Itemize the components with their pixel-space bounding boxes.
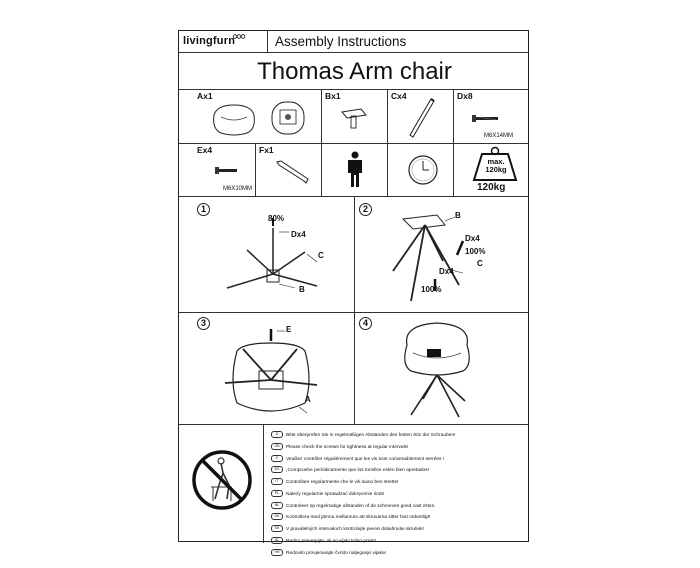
warning-text: Controleer op regelmatige afstanden of de schroeven goed vast zitten. — [286, 503, 436, 509]
divider — [179, 143, 528, 144]
bolt-size-label: M6X14MM — [484, 133, 514, 139]
seat-underside-icon — [269, 99, 309, 139]
bolt-d-icon — [472, 114, 500, 124]
language-code-badge: HR — [271, 549, 283, 556]
step-callout: E — [286, 325, 292, 334]
language-code-badge: F — [271, 455, 283, 462]
warning-text: Please check the screws for tightness at regular intervals! — [286, 444, 409, 450]
language-code-badge: SK — [271, 525, 283, 532]
language-code-badge: IT — [271, 478, 283, 485]
warning-line — [271, 443, 455, 451]
step-number: 4 — [359, 317, 372, 330]
warning-text: V pravidelných intervaloch kontrolujte pevné dotiahnutie skrutiek! — [286, 526, 424, 532]
divider — [179, 52, 528, 53]
step-number: 1 — [197, 203, 210, 216]
warning-text: Controllare regolarmente che le viti siano ben strette! — [286, 479, 399, 485]
step-number: 3 — [197, 317, 210, 330]
warning-text: Redno preverjajte, ali so vijaki trdno priviti! — [286, 538, 376, 544]
step-1-diagram — [219, 216, 339, 306]
step-3-diagram — [213, 323, 333, 421]
language-code-badge: ES — [271, 466, 283, 473]
person-icon — [344, 151, 366, 189]
warning-text: Veuillez contrôler régulièrement que les vis sont convenablement serrées ! — [286, 456, 445, 462]
bolt-e-icon — [215, 166, 241, 176]
part-label: Fx1 — [259, 145, 274, 155]
brand-logo: livingfurn — [183, 35, 236, 47]
part-label: Bx1 — [325, 91, 341, 101]
allen-key-f-icon — [275, 159, 311, 185]
product-title: Thomas Arm chair — [257, 58, 452, 85]
language-code-badge: SL — [271, 537, 283, 544]
leg-c-icon — [405, 97, 439, 139]
divider — [255, 143, 256, 196]
language-code-badge: GB — [271, 443, 283, 450]
step-4-assembled-chair — [393, 319, 483, 419]
warning-text: ¡Compruebe periódicamente que los tornillos estén bien apretados! — [286, 468, 429, 474]
warning-line — [271, 537, 455, 545]
seat-part-a-icon — [209, 101, 259, 139]
step-callout: Dx4 — [439, 267, 454, 276]
warning-line — [271, 549, 455, 557]
part-label: Ax1 — [197, 91, 213, 101]
divider — [354, 196, 355, 424]
warning-line — [271, 455, 455, 463]
step-callout: A — [305, 395, 311, 404]
warning-line — [271, 431, 455, 439]
warning-line — [271, 525, 455, 533]
divider — [267, 31, 268, 52]
warning-line — [271, 490, 455, 498]
warning-text: Kontrollera med jämna mellanrum att skruvarna sitter fast ordentligt! — [286, 515, 431, 521]
warning-text: Bitte überprüfen Sie in regelmäßigen Abständen den festen Sitz der Schrauben! — [286, 432, 456, 438]
warning-line — [271, 502, 455, 510]
warning-text: Redovito provjeravajte čvrsto naljeganje vijaka! — [286, 550, 386, 556]
weight-badge — [483, 158, 509, 174]
step-callout: Dx4 — [465, 234, 480, 243]
divider — [387, 143, 388, 196]
divider — [453, 89, 454, 196]
step-callout: B — [455, 211, 461, 220]
step-callout: C — [477, 259, 483, 268]
base-plate-b-icon — [339, 106, 369, 132]
step-callout: 100% — [421, 285, 442, 294]
step-callout: 80% — [268, 214, 285, 223]
part-label: Dx8 — [457, 91, 473, 101]
part-label: Cx4 — [391, 91, 407, 101]
bolt-size-label: M6X10MM — [223, 186, 253, 192]
divider — [321, 89, 322, 143]
weight-caption: 120kg — [477, 182, 506, 193]
divider — [179, 424, 528, 425]
no-standing-on-chair-icon — [191, 449, 253, 511]
part-label: Ex4 — [197, 145, 213, 155]
divider — [179, 89, 528, 90]
step-callout: 100% — [465, 247, 486, 256]
warning-line — [271, 478, 455, 486]
weight-badge-top: max. — [487, 157, 505, 166]
step-callout: Dx4 — [291, 230, 306, 239]
step-callout: B — [299, 285, 305, 294]
language-code-badge: D — [271, 431, 283, 438]
warning-text: Należy regularnie sprawdzać dokręcenie śrub! — [286, 491, 385, 497]
language-code-badge: DK — [271, 513, 283, 520]
divider — [321, 143, 322, 196]
weight-badge-bottom: 120kg — [485, 165, 507, 174]
step-number: 2 — [359, 203, 372, 216]
language-code-badge: NL — [271, 502, 283, 509]
header-title: Assembly Instructions — [275, 34, 407, 49]
warning-line — [271, 513, 455, 521]
step-callout: C — [318, 251, 324, 260]
clock-icon — [407, 154, 439, 186]
warning-list — [271, 431, 455, 556]
divider — [263, 424, 264, 543]
language-code-badge: PL — [271, 490, 283, 497]
instruction-sheet — [178, 30, 529, 556]
warning-line — [271, 466, 455, 474]
divider — [387, 89, 388, 143]
logo-mark-icon — [233, 34, 245, 39]
